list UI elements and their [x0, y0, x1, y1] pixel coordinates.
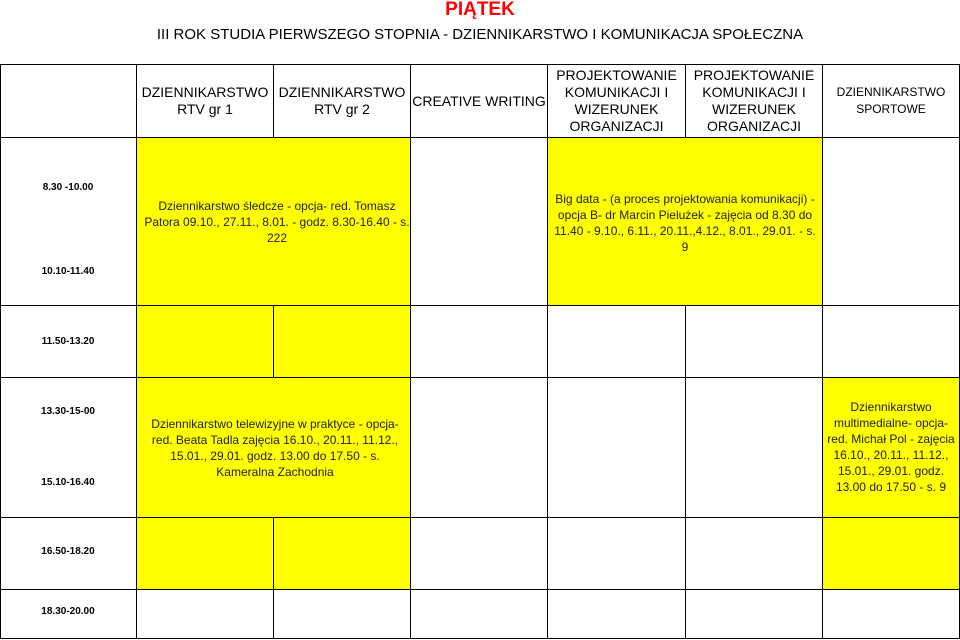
event-big-data: Big data - (a proces projektowania komunikacji) -opcja B- dr Marcin Pielużek - zajęcia od 8.30 do 11.40 - 9.10., 6.11., 20.11.,4.12., 8.01., 29.01. - s. 9 [554, 192, 816, 254]
time-slot-6: 16.50-18.20 [41, 546, 95, 557]
event-dziennikarstwo-multimedialne: Dziennikarstwo multimedialne- opcja- red. Michał Pol - zajęcia 16.10., 20.11., 11.12., 15.01., 29.01. godz. 13.00 do 17.50 - s. 9 [827, 400, 955, 494]
time-slot-1: 8.30 -10.00 [42, 182, 94, 193]
column-header-projektowanie-2: PROJEKTOWANIE KOMUNIKACJI I WIZERUNEK ORGANIZACJI [693, 67, 815, 134]
time-slot-7: 18.30-20.00 [41, 606, 95, 617]
time-slot-2: 10.10-11.40 [41, 266, 95, 277]
column-header-sportowe: DZIENNIKARSTWO SPORTOWE [836, 85, 946, 116]
column-header-projektowanie-1: PROJEKTOWANIE KOMUNIKACJI I WIZERUNEK ORGANIZACJI [556, 67, 677, 134]
column-header-creative-writing: CREATIVE WRITING [412, 92, 546, 109]
page-title: PIĄTEK [445, 0, 515, 20]
event-dziennikarstwo-sledcze: Dziennikarstwo śledcze - opcja- red. Tomasz Patora 09.10., 27.11., 8.01. - godz. 8.30-16.40 - s. 222 [144, 199, 410, 245]
page-subtitle: III ROK STUDIA PIERWSZEGO STOPNIA - DZIENNIKARSTWO I KOMUNIKACJA SPOŁECZNA [156, 26, 804, 43]
column-header-rtv-gr1: DZIENNIKARSTWO RTV gr 1 [141, 84, 269, 117]
time-slot-5: 15.10-16.40 [41, 477, 95, 488]
time-slot-3: 11.50-13.20 [41, 336, 95, 347]
event-dziennikarstwo-telewizyjne: Dziennikarstwo telewizyjne w praktyce - opcja- red. Beata Tadla zajęcia 16.10., 20.11., 11.12., 15.01., 29.01. godz. 13.00 do 17.50 - s. Kameralna Zachodnia [151, 417, 399, 479]
time-slot-4: 13.30-15-00 [41, 406, 95, 417]
column-header-rtv-gr2: DZIENNIKARSTWO RTV gr 2 [278, 84, 406, 117]
